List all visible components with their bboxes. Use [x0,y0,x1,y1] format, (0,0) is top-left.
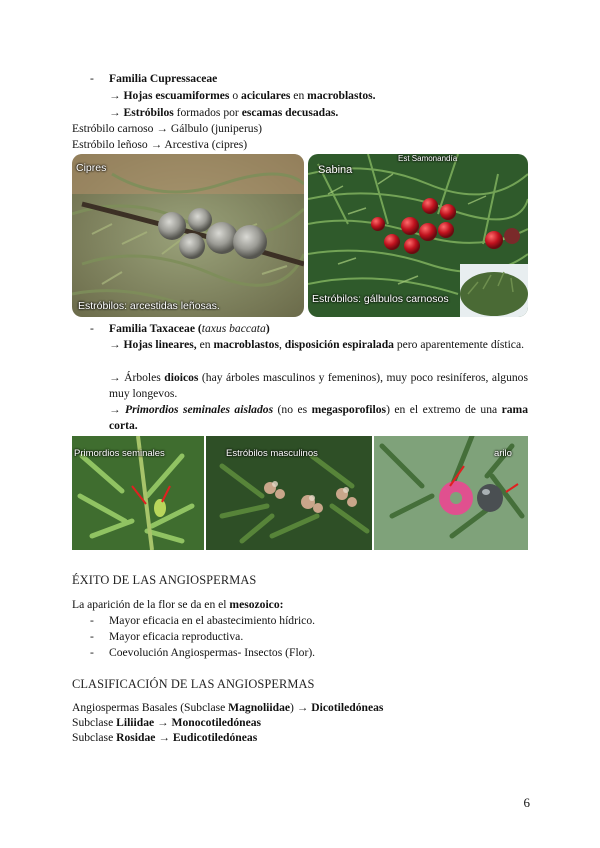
clasificacion-row-2: Subclase Liliidae → Monocotiledóneas [72,716,262,729]
galbulo-line: Estróbilo carnoso → Gálbulo (juniperus) [72,122,262,135]
clasificacion-row-1: Angiospermas Basales (Subclase Magnoliidae) → Dicotiledóneas [72,701,384,714]
sabina-label: Sabina [318,164,353,176]
cupressaceae-strobili-line: → Estróbilos formados por escamas decusadas. [109,106,339,119]
taxaceae-primordios-paragraph: → Primordios seminales aislados (no es megasporofilos) en el extremo de una rama corta. [109,403,528,432]
cipres-caption: Estróbilos: arcestidas leñosas. [78,300,220,312]
exito-bullet-3: - [90,646,94,659]
exito-bullet-1: - [90,614,94,627]
arcestiva-line: Estróbilo leñoso → Arcestiva (cipres) [72,138,248,151]
cupressaceae-leaves-line: → Hojas escuamiformes o aciculares en macroblastos. [109,89,376,102]
sabina-photo [308,154,528,317]
page-number: 6 [523,795,530,810]
arilo-label: arilo [494,448,512,459]
clasificacion-row-3: Subclase Rosidae → Eudicotiledóneas [72,731,258,744]
taxus-photo-strip [72,436,528,550]
sabina-caption: Estróbilos: gálbulos carnosos [312,293,449,305]
cupressaceae-family-title: Familia Cupressaceae [109,72,218,85]
cipres-photo [72,154,304,317]
estrobilos-masculinos-label: Estróbilos masculinos [226,448,318,459]
clasificacion-heading: CLASIFICACIÓN DE LAS ANGIOSPERMAS [72,677,315,691]
sabina-watermark: Est Samonandía [398,154,458,163]
exito-item-1: Mayor eficacia en el abastecimiento hídrico. [109,614,316,627]
taxaceae-bullet: - [90,322,94,335]
cipres-label: Cipres [76,162,107,174]
taxaceae-leaves-paragraph: → Hojas lineares, en macroblastos, disposición espiralada pero aparentemente dística. [109,338,524,351]
exito-intro: La aparición de la flor se da en el mesozoico: [72,598,284,611]
exito-item-2: Mayor eficacia reproductiva. [109,630,244,643]
primordios-label: Primordios seminales [74,448,165,459]
exito-item-3: Coevolución Angiospermas- Insectos (Flor). [109,646,316,659]
cupressaceae-bullet: - [90,72,94,85]
exito-bullet-2: - [90,630,94,643]
taxaceae-family-title: Familia Taxaceae (taxus baccata) [109,322,270,335]
exito-heading: ÉXITO DE LAS ANGIOSPERMAS [72,573,257,587]
taxaceae-dioicos-paragraph: → Árboles dioicos (hay árboles masculinos y femeninos), muy poco resiníferos, algunos muy longevos. [109,371,528,400]
